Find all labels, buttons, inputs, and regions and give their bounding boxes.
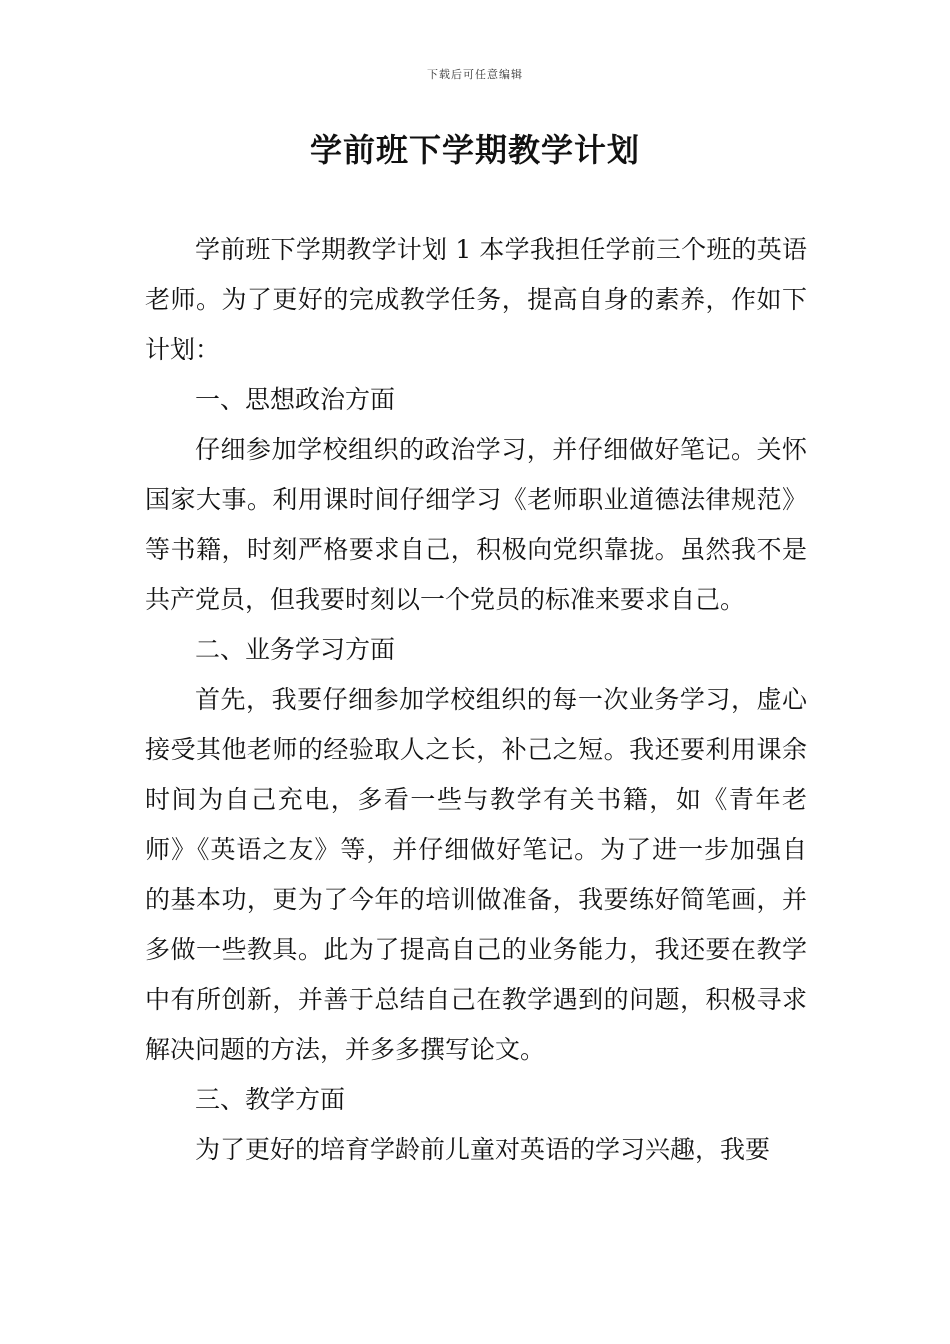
section-heading-teaching: 三、教学方面 [195,1085,346,1114]
section-heading-professional-study: 二、业务学习方面 [195,635,396,664]
paragraph-professional-study: 首先，我要仔细参加学校组织的每一次业务学习，虚心接受其他老师的经验取人之长，补己之短。我还要利用课余时间为自己充电，多看一些与教学有关书籍，如《青年老师》《英语之友》等，并仔细做好笔记。为了进一步加强自的基本功，更为了今年的培训做准备，我要练好简笔画，并多做一些教具。此为了提高自己的业务能力，我还要在教学中有所创新，并善于总结自己在教学遇到的问题，积极寻求解决问题的方法，并多多撰写论文。 [145,685,807,1064]
paragraph-intro: 学前班下学期教学计划 1 本学我担任学前三个班的英语老师。为了更好的完成教学任务，提高自身的素养，作如下计划： [145,235,807,364]
document-body [145,225,807,1175]
header-note: 下载后可任意编辑 [427,68,523,81]
paragraph-teaching: 为了更好的培育学龄前儿童对英语的学习兴趣，我要 [195,1135,771,1164]
section-heading-politics: 一、思想政治方面 [195,385,396,414]
paragraph-politics: 仔细参加学校组织的政治学习，并仔细做好笔记。关怀国家大事。利用课时间仔细学习《老师职业道德法律规范》等书籍，时刻严格要求自己，积极向党织靠拢。虽然我不是共产党员，但我要时刻以一个党员的标准来要求自己。 [145,435,807,614]
document-title: 学前班下学期教学计划 [309,131,640,169]
